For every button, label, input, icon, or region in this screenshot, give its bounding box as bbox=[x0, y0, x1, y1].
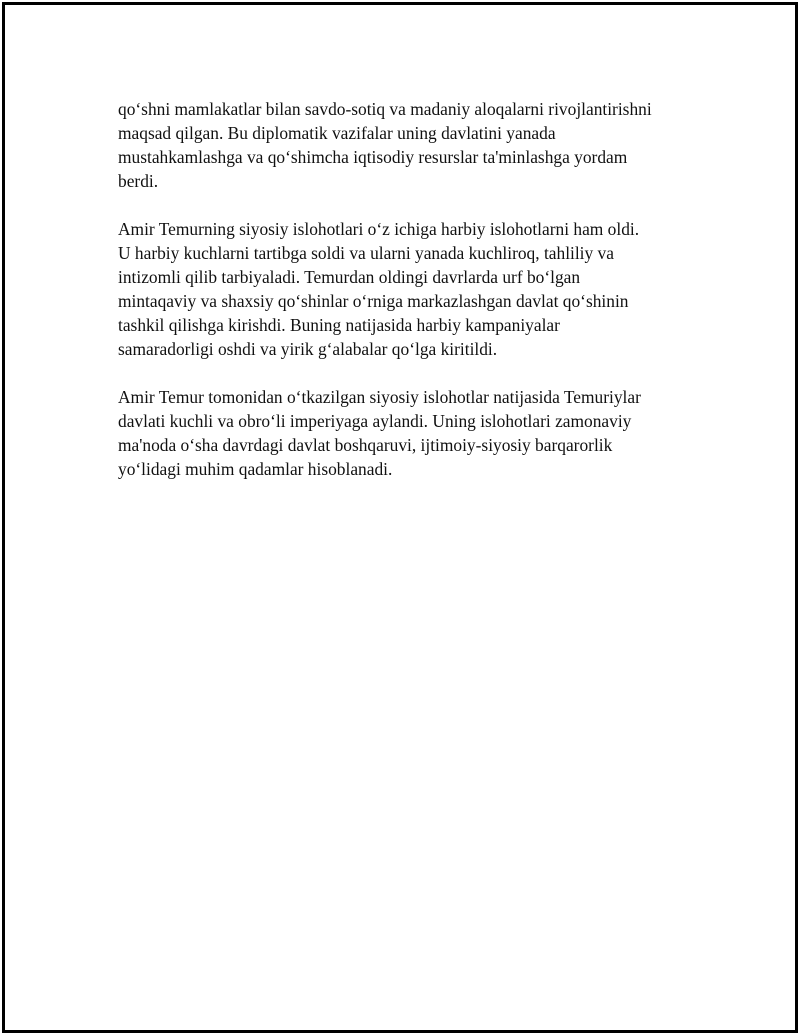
text-line: Amir Temurning siyosiy islohotlari o‘z ichiga harbiy islohotlarni ham oldi. bbox=[118, 219, 640, 239]
text-line: davlati kuchli va obro‘li imperiyaga aylandi. Uning islohotlari zamonaviy bbox=[118, 411, 632, 431]
text-line: mustahkamlashga va qo‘shimcha iqtisodiy resurslar ta'minlashga yordam bbox=[118, 147, 628, 167]
text-line: yo‘lidagi muhim qadamlar hisoblanadi. bbox=[118, 459, 393, 479]
text-line: mintaqaviy va shaxsiy qo‘shinlar o‘rniga markazlashgan davlat qo‘shinin bbox=[118, 291, 629, 311]
text-line: tashkil qilishga kirishdi. Buning natijasida harbiy kampaniyalar bbox=[118, 315, 560, 335]
text-line: U harbiy kuchlarni tartibga soldi va ularni yanada kuchliroq, tahliliy va bbox=[118, 243, 614, 263]
text-line: berdi. bbox=[118, 171, 159, 191]
text-line: samaradorligi oshdi va yirik g‘alabalar qo‘lga kiritildi. bbox=[118, 339, 498, 359]
paragraph bbox=[118, 97, 703, 193]
paragraph bbox=[118, 385, 703, 481]
text-line: maqsad qilgan. Bu diplomatik vazifalar uning davlatini yanada bbox=[118, 123, 556, 143]
document-page bbox=[2, 2, 798, 1033]
text-line: ma'noda o‘sha davrdagi davlat boshqaruvi, ijtimoiy-siyosiy barqarorlik bbox=[118, 435, 613, 455]
paragraph bbox=[118, 217, 703, 361]
text-line: qo‘shni mamlakatlar bilan savdo-sotiq va madaniy aloqalarni rivojlantirishni bbox=[118, 99, 652, 119]
text-line: Amir Temur tomonidan o‘tkazilgan siyosiy islohotlar natijasida Temuriylar bbox=[118, 387, 641, 407]
text-line: intizomli qilib tarbiyaladi. Temurdan oldingi davrlarda urf bo‘lgan bbox=[118, 267, 581, 287]
document-body bbox=[118, 97, 703, 505]
